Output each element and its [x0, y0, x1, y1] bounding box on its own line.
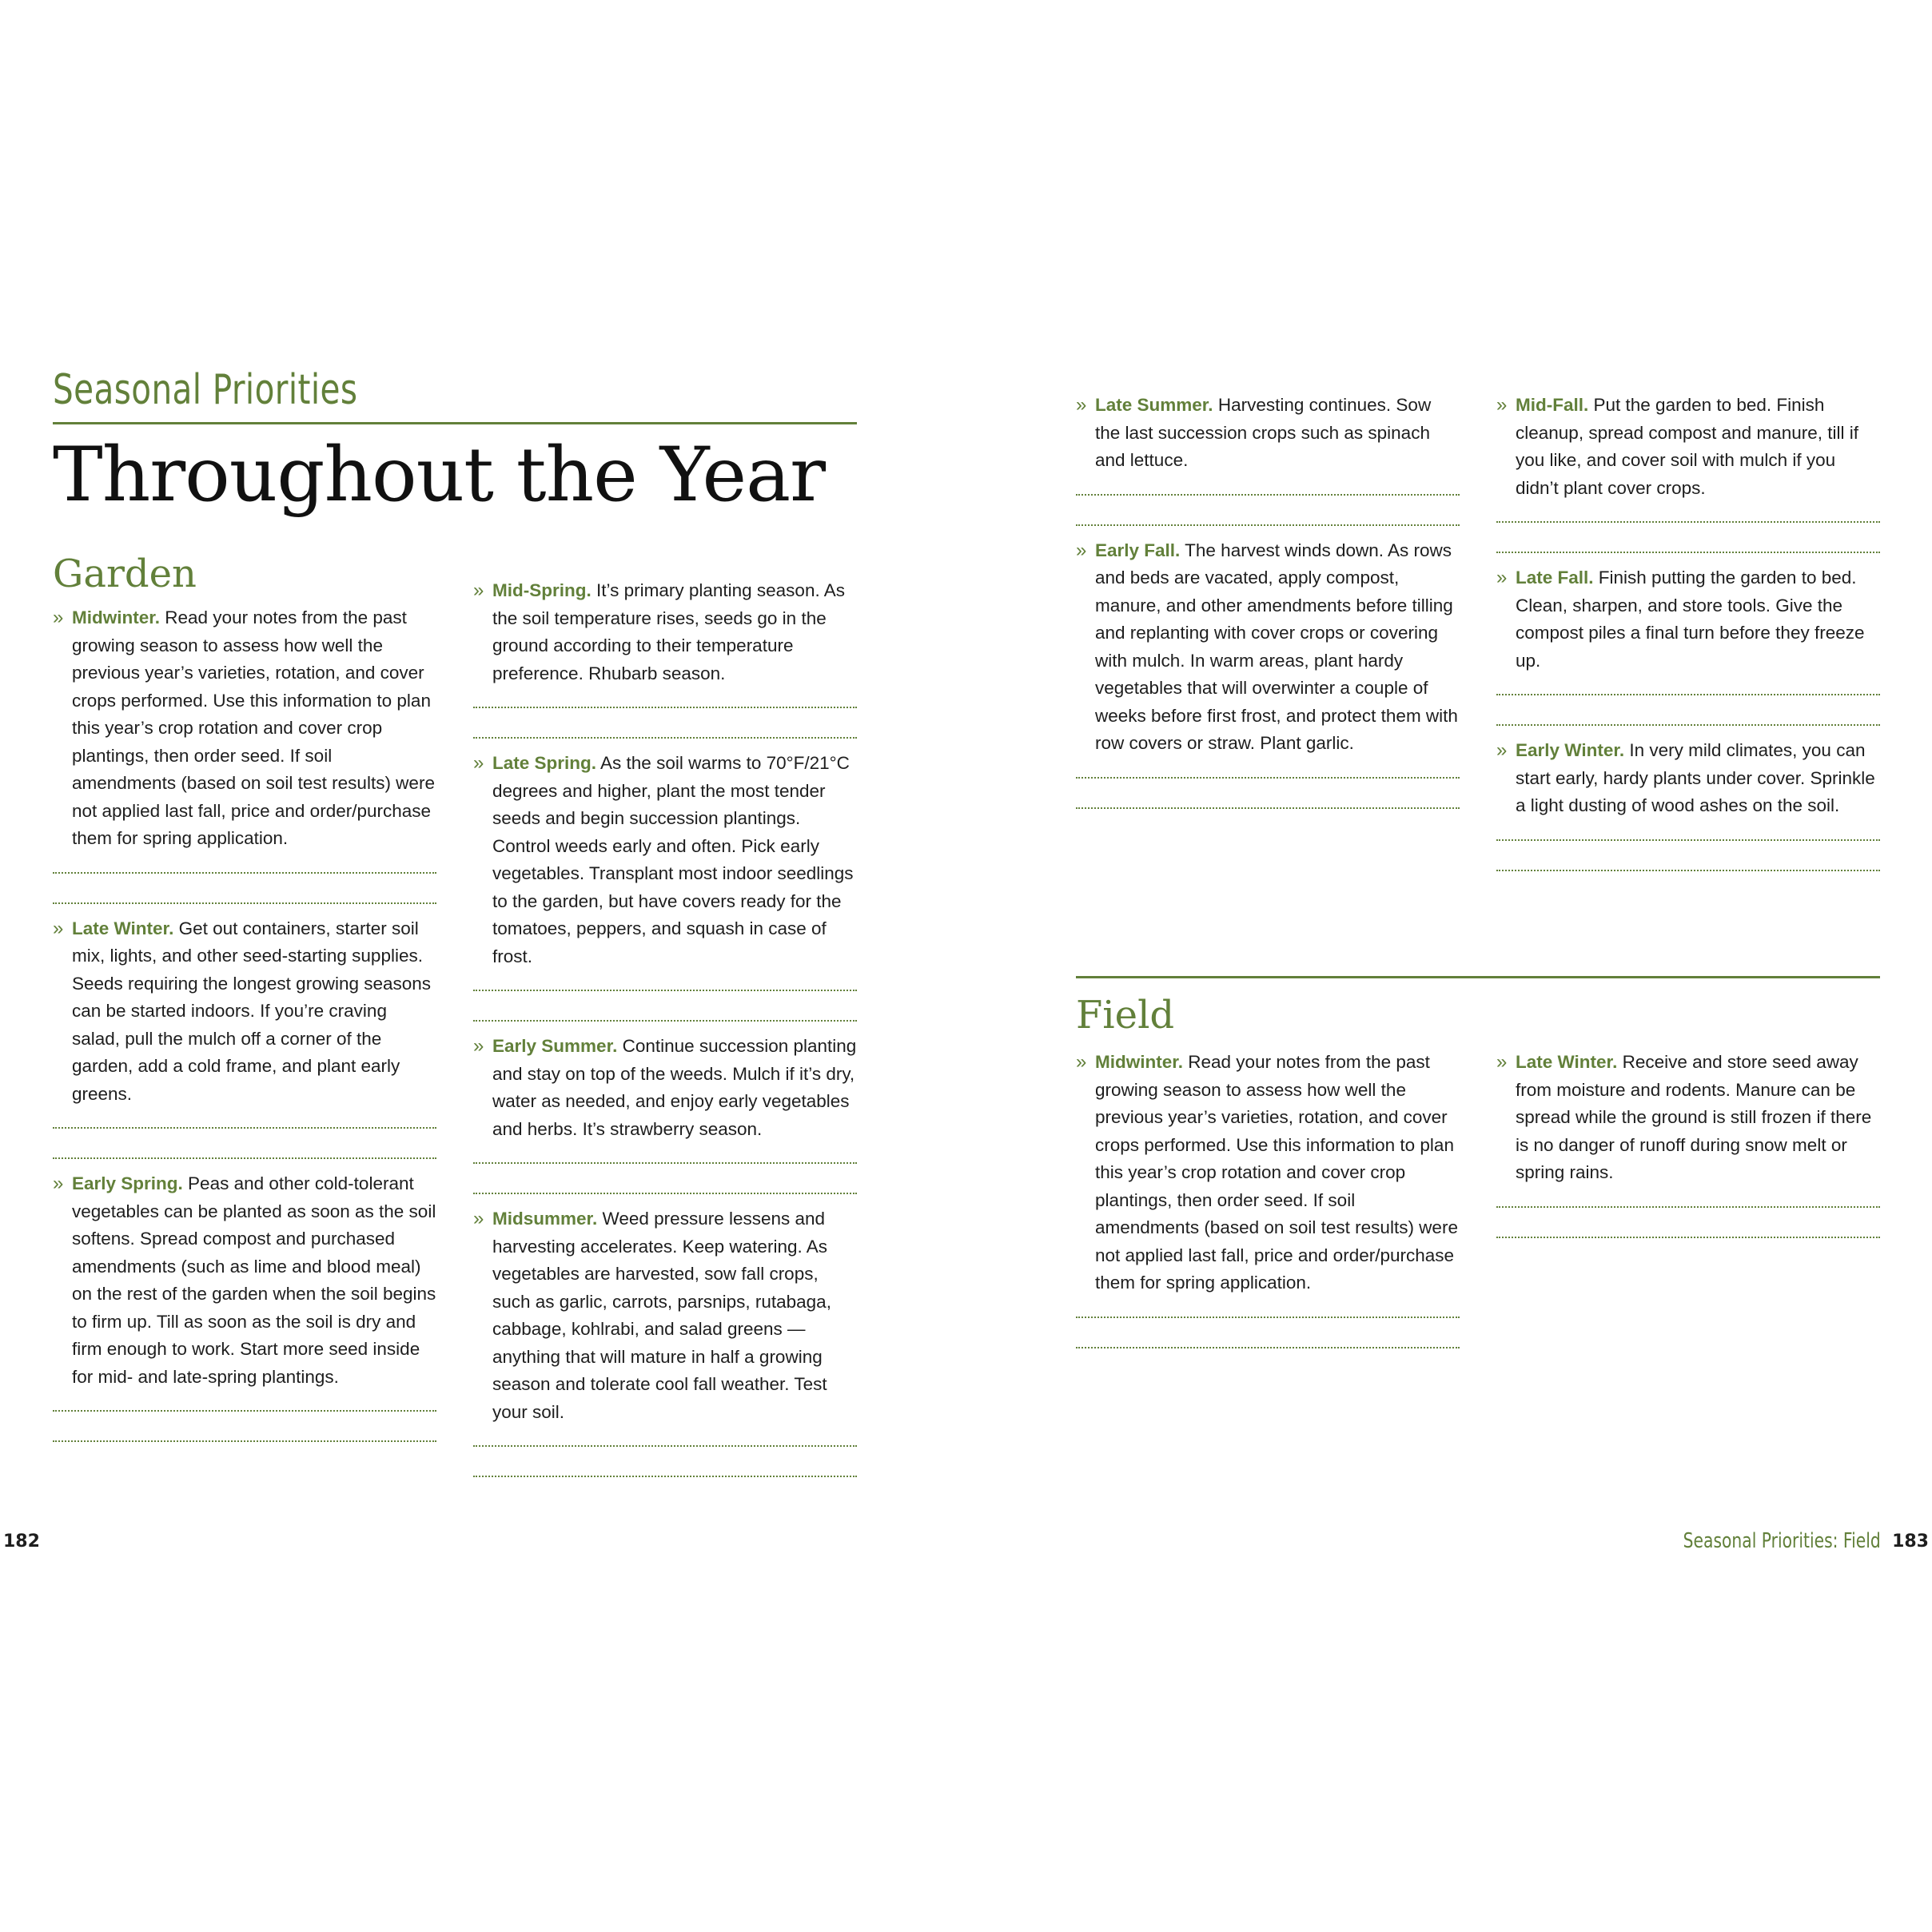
season-label: Midwinter. [1095, 1052, 1184, 1072]
garden-column-1 [53, 604, 436, 1453]
season-label: Mid-Spring. [492, 580, 592, 600]
season-label: Mid-Fall. [1516, 395, 1589, 415]
notes-lines [1496, 521, 1880, 553]
season-text: Put the garden to bed. Finish cleanup, spread compost and manure, till if you like, and cover soil with mulch if you didn’t plant cover crops. [1516, 395, 1858, 498]
notes-lines [1076, 1317, 1460, 1348]
season-text: Continue succession planting and stay on top of the weeds. Mulch if it’s dry, water as needed, and enjoy early vegetables and herbs. It’s strawberry season. [492, 1036, 857, 1139]
field-rule [1076, 976, 1880, 978]
notes-lines [473, 1162, 857, 1194]
season-label: Late Spring. [492, 753, 597, 773]
chevron-right-icon: » [1496, 394, 1508, 416]
season-text: It’s primary planting season. As the soil temperature rises, seeds go in the ground according to their temperature preference. Rhubarb season. [492, 580, 845, 683]
notes-lines [473, 1445, 857, 1477]
field-column-1 [1076, 1049, 1460, 1360]
chevron-right-icon: » [1496, 567, 1508, 588]
season-entry [1496, 564, 1880, 675]
season-label: Late Summer. [1095, 395, 1213, 415]
season-entry [1496, 1049, 1880, 1187]
field-heading: Field [1076, 993, 1175, 1038]
chevron-right-icon: » [473, 580, 484, 601]
notes-lines [1076, 494, 1460, 526]
season-text: Harvesting continues. Sow the last succession crops such as spinach and lettuce. [1095, 395, 1432, 470]
season-entry [1496, 392, 1880, 502]
garden-heading: Garden [53, 552, 197, 596]
chevron-right-icon: » [53, 917, 64, 939]
notes-lines [473, 707, 857, 739]
garden-column-2 [473, 577, 857, 1488]
page-title: Throughout the Year [53, 432, 826, 519]
season-text: Weed pressure lessens and harvesting accelerates. Keep watering. As vegetables are harvested, sow fall crops, such as garlic, carrots, parsnips, rutabaga, cabbage, kohlrabi, and salad greens — anything that will mature in half a growing season and tolerate cool fall weather. Test your soil. [492, 1209, 831, 1422]
notes-lines [1496, 694, 1880, 726]
season-text: Read your notes from the past growing season to assess how well the previous year’s varieties, rotation, and cover crops performed. Use this information to plan this year’s crop rotation and cover crop plantings, then order seed. If soil amendments (based on soil test results) were not applied last fall, price and order/purchase them for spring application. [1095, 1052, 1458, 1293]
chevron-right-icon: » [1496, 1051, 1508, 1073]
season-label: Midwinter. [72, 607, 161, 627]
season-text: Finish putting the garden to bed. Clean, sharpen, and store tools. Give the compost piles a final turn before they freeze up. [1516, 568, 1865, 671]
season-entry [473, 1205, 857, 1426]
page-number-left: 182 [3, 1532, 40, 1552]
field-column-2 [1496, 1049, 1880, 1249]
garden-column-4 [1496, 392, 1880, 882]
chevron-right-icon: » [1076, 394, 1087, 416]
season-text: Read your notes from the past growing season to assess how well the previous year’s varieties, rotation, and cover crops performed. Use this information to plan this year’s crop rotation and cover crop plantings, then order seed. If soil amendments (based on soil test results) were not applied last fall, price and order/purchase them for spring application. [72, 607, 435, 848]
season-text: Receive and store seed away from moisture and rodents. Manure can be spread while the ground is still frozen if there is no danger of runoff during snow melt or spring rains. [1516, 1052, 1872, 1182]
season-text: Peas and other cold-tolerant vegetables can be planted as soon as the soil softens. Spread compost and purchased amendments (such as lime and blood meal) on the rest of the garden when the soil begins to firm up. Till as soon as the soil is dry and firm enough to work. Start more seed inside for mid- and late-spring plantings. [72, 1173, 436, 1387]
season-text: As the soil warms to 70°F/21°C degrees and higher, plant the most tender seeds and begin succession plantings. Control weeds early and often. Pick early vegetables. Transplant most indoor seedlings to the garden, but have covers ready for the tomatoes, peppers, and squash in case of frost. [492, 753, 854, 966]
chevron-right-icon: » [473, 1035, 484, 1057]
chevron-right-icon: » [473, 752, 484, 774]
season-entry [53, 604, 436, 853]
notes-lines [473, 990, 857, 1022]
notes-lines [1076, 777, 1460, 809]
season-entry [53, 915, 436, 1109]
chevron-right-icon: » [1496, 739, 1508, 761]
season-label: Late Winter. [72, 918, 174, 938]
season-label: Early Summer. [492, 1036, 618, 1056]
season-entry [53, 1170, 436, 1391]
chevron-right-icon: » [53, 1173, 64, 1194]
page-number-right: 183 [1892, 1532, 1929, 1552]
chevron-right-icon: » [1076, 1051, 1087, 1073]
season-label: Late Fall. [1516, 568, 1594, 588]
season-entry [1076, 1049, 1460, 1297]
notes-lines [53, 1127, 436, 1159]
chevron-right-icon: » [53, 607, 64, 628]
garden-column-3 [1076, 392, 1460, 820]
season-entry [473, 1033, 857, 1143]
season-entry [473, 750, 857, 970]
notes-lines [1496, 1206, 1880, 1238]
running-head: Seasonal Priorities: Field [1683, 1529, 1881, 1553]
notes-lines [53, 872, 436, 904]
section-kicker: Seasonal Priorities [53, 366, 358, 414]
season-entry [1496, 737, 1880, 820]
season-text: The harvest winds down. As rows and beds are vacated, apply compost, manure, and other amendments before tilling and replanting with cover crops or covering with mulch. In warm areas, plant hardy vegetables that will overwinter a couple of weeks before first frost, and protect them with row covers or straw. Plant garlic. [1095, 540, 1458, 753]
season-entry [1076, 537, 1460, 758]
notes-lines [1496, 839, 1880, 871]
kicker-rule [53, 422, 857, 424]
season-entry [473, 577, 857, 687]
chevron-right-icon: » [473, 1208, 484, 1229]
season-label: Early Spring. [72, 1173, 183, 1193]
season-label: Early Winter. [1516, 740, 1625, 760]
season-entry [1076, 392, 1460, 475]
season-text: Get out containers, starter soil mix, lights, and other seed-starting supplies. Seeds requiring the longest growing seasons can be started indoors. If you’re craving salad, pull the mulch off a corner of the garden, add a cold frame, and plant early greens. [72, 918, 432, 1104]
chevron-right-icon: » [1076, 539, 1087, 561]
season-text: In very mild climates, you can start early, hardy plants under cover. Sprinkle a light dusting of wood ashes on the soil. [1516, 740, 1875, 815]
season-label: Early Fall. [1095, 540, 1181, 560]
season-label: Midsummer. [492, 1209, 598, 1229]
season-label: Late Winter. [1516, 1052, 1618, 1072]
notes-lines [53, 1410, 436, 1442]
